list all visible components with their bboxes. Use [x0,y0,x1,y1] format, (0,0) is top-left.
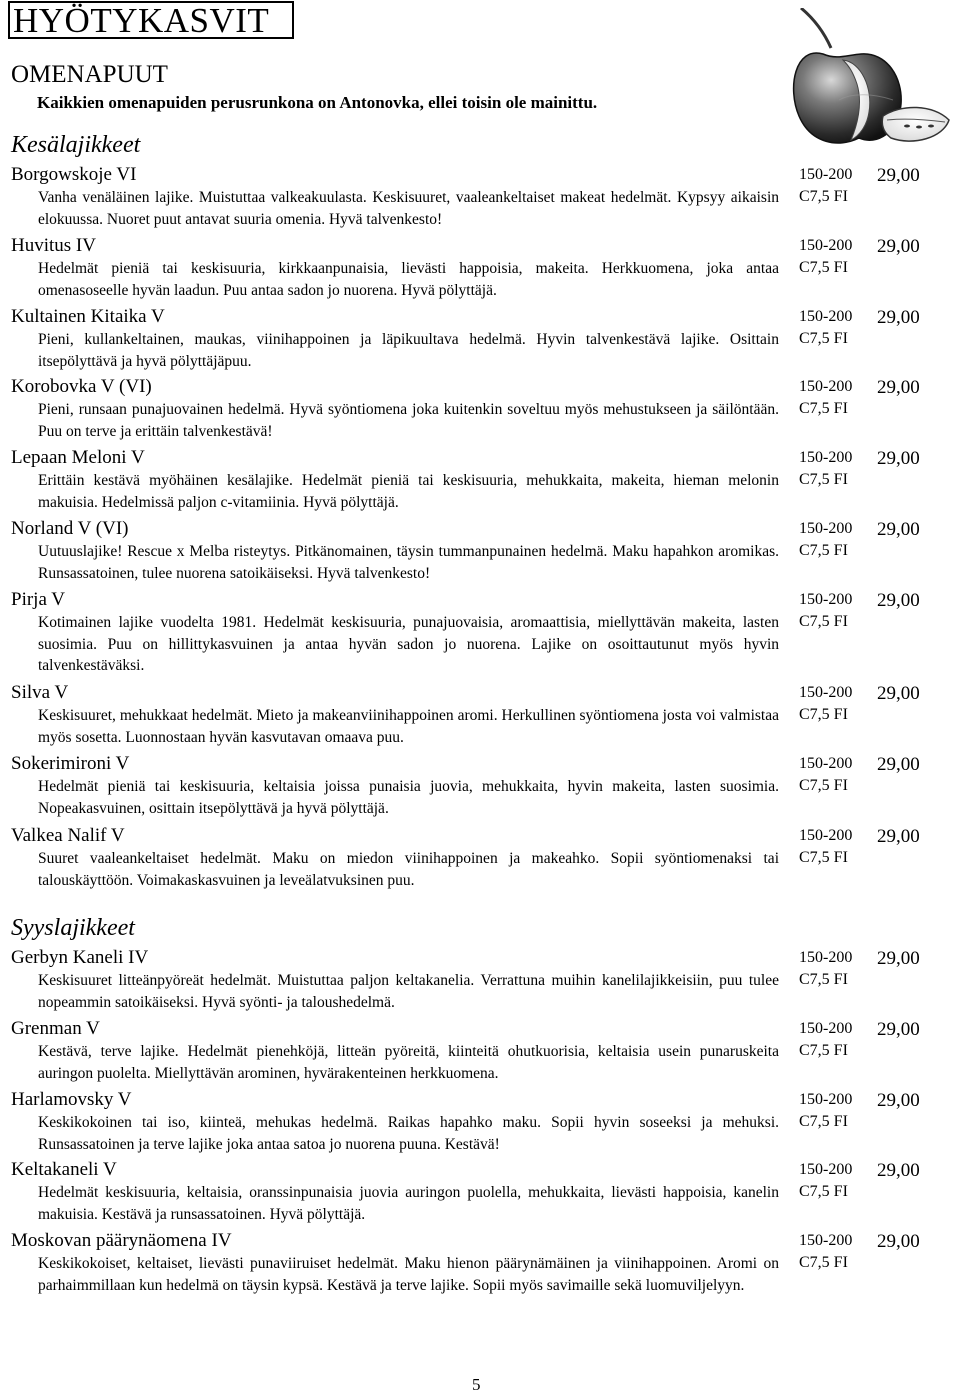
variety-size: 150-200 [799,591,853,608]
variety-class: C7,5 FI [799,1113,848,1130]
variety-name: Gerbyn Kaneli IV [11,947,149,968]
variety-size: 150-200 [799,449,853,466]
variety-price: 29,00 [877,1160,920,1181]
variety-name: Norland V (VI) [11,518,129,539]
variety-class: C7,5 FI [799,259,848,276]
variety-class: C7,5 FI [799,1183,848,1200]
variety-size: 150-200 [799,237,853,254]
variety-name: Pirja V [11,589,66,610]
variety-class: C7,5 FI [799,706,848,723]
variety-size: 150-200 [799,684,853,701]
variety-description: Hedelmät keskisuuria, keltaisia, oranssinpunaisia juovia auringon puolella, mehukkaita, lievästi happoisia, kanelin makuisia. Kestävä ja runsassatoinen. Hyvä pölyttäjä. [38,1184,779,1223]
variety-price: 29,00 [877,948,920,969]
variety-price: 29,00 [877,519,920,540]
variety-description: Hedelmät pieniä tai keskisuuria, kirkkaanpunaisia, lievästi happoisia, makeita. Herkkuomena, joka antaa omenasoseelle hyvän laadun. Puu antaa sadon jo nuorena. Hyvä pölyttäjä. [38,260,779,299]
variety-class: C7,5 FI [799,849,848,866]
variety-size: 150-200 [799,378,853,395]
variety-name: Moskovan päärynäomena IV [11,1230,232,1251]
variety-class: C7,5 FI [799,188,848,205]
apple-illustration [783,8,951,150]
variety-size: 150-200 [799,520,853,537]
page-title: HYÖTYKASVIT [8,1,294,39]
variety-name: Kultainen Kitaika V [11,306,165,327]
variety-price: 29,00 [877,307,920,328]
variety-class: C7,5 FI [799,400,848,417]
variety-size: 150-200 [799,1091,853,1108]
variety-price: 29,00 [877,165,920,186]
variety-class: C7,5 FI [799,1042,848,1059]
variety-description: Pieni, kullankeltainen, maukas, viinihappoinen ja läpikuultava hedelmä. Hyvin talvenkestävä lajike. Osittain itsepölyttävä ja hyvä pölyttäjäpuu. [38,331,779,370]
variety-size: 150-200 [799,755,853,772]
variety-price: 29,00 [877,590,920,611]
variety-description: Vanha venäläinen lajike. Muistuttaa valkeakuulasta. Keskisuuret, vaaleankeltaiset makeat hedelmät. Kypsyy aikaisin elokuussa. Nuoret puut antavat suuria omenia. Hyvä talvenkesto! [38,189,779,228]
variety-name: Huvitus IV [11,235,96,256]
variety-class: C7,5 FI [799,613,848,630]
variety-name: Sokerimironi V [11,753,130,774]
variety-name: Grenman V [11,1018,100,1039]
variety-price: 29,00 [877,448,920,469]
variety-price: 29,00 [877,683,920,704]
section-title-autumn: Syyslajikkeet [11,915,135,941]
variety-description: Uutuuslajike! Rescue x Melba risteytys. Pitkänomainen, täysin tummanpunainen hedelmä. Maku hapahkon aromikas. Runsassatoinen, tulee nuorena satoikäiseksi. Hyvä talvenkesto! [38,543,779,582]
variety-description: Suuret vaaleankeltaiset hedelmät. Maku on miedon viinihappoinen ja makeahko. Sopii syöntiomenaksi tai talouskäyttöön. Voimakaskasvuinen ja leveälatvuksinen puu. [38,850,779,889]
variety-description: Erittäin kestävä myöhäinen kesälajike. Hedelmät pieniä tai keskisuuria, mehukkaita, makeita, hieman melonin makuisia. Hedelmissä paljon c-vitamiinia. Hyvä pölyttäjä. [38,472,779,511]
variety-description: Kotimainen lajike vuodelta 1981. Hedelmät keskisuuria, punajuovaisia, aromaattisia, miellyttävän makeita, lasten suosimia. Puu on hillittykasvuinen ja antaa hyvän sadon jo nuorena. Lajike on osoittautunut myös hyvin talvenkestäväksi. [38,614,779,674]
page-number: 5 [472,1375,481,1394]
variety-description: Keskikokoinen tai iso, kiinteä, mehukas hedelmä. Raikas hapahko maku. Sopii hyvin soseeksi ja mehuksi. Runsassatoinen ja terve lajike joka antaa satoa jo nuorena puuna. Kestävä! [38,1114,779,1153]
variety-description: Kestävä, terve lajike. Hedelmät pienehköjä, litteän pyöreitä, kiinteitä ohutkuorisia, keltaisia usein punaruskeita auringon puolelta. Miellyttävän arominen, hyvärakenteinen herkkuomena. [38,1043,779,1082]
variety-name: Harlamovsky V [11,1089,132,1110]
variety-size: 150-200 [799,1020,853,1037]
variety-size: 150-200 [799,949,853,966]
variety-price: 29,00 [877,1019,920,1040]
variety-class: C7,5 FI [799,777,848,794]
section-title-summer: Kesälajikkeet [11,132,141,158]
variety-size: 150-200 [799,1161,853,1178]
variety-class: C7,5 FI [799,471,848,488]
variety-price: 29,00 [877,1231,920,1252]
variety-class: C7,5 FI [799,330,848,347]
variety-class: C7,5 FI [799,542,848,559]
variety-price: 29,00 [877,377,920,398]
variety-name: Borgowskoje VI [11,164,137,185]
variety-price: 29,00 [877,1090,920,1111]
variety-size: 150-200 [799,827,853,844]
variety-name: Lepaan Meloni V [11,447,145,468]
variety-name: Valkea Nalif V [11,825,125,846]
variety-name: Keltakaneli V [11,1159,117,1180]
intro-text: Kaikkien omenapuiden perusrunkona on Antonovka, ellei toisin ole mainittu. [37,93,598,112]
variety-size: 150-200 [799,166,853,183]
variety-size: 150-200 [799,308,853,325]
variety-description: Pieni, runsaan punajuovainen hedelmä. Hyvä syöntiomena joka kuitenkin soveltuu myös mehustukseen ja säilöntään. Puu on terve ja erittäin talvenkestävä! [38,401,779,440]
variety-price: 29,00 [877,236,920,257]
variety-class: C7,5 FI [799,971,848,988]
variety-description: Keskikokoiset, keltaiset, lievästi punaviiruiset hedelmät. Maku hienon päärynämäinen ja viinihappoinen. Aromi on parhaimmillaan kun hedelmä on täysin kypsä. Kestävä ja terve lajike. Sopii myös savimaille sekä luomuviljelyyn. [38,1255,779,1294]
variety-price: 29,00 [877,826,920,847]
variety-description: Keskisuuret litteänpyöreät hedelmät. Muistuttaa paljon keltakanelia. Verrattuna muihin kanelilajikkeisiin, puu tulee nopeammin satoikäiseksi. Hyvä syönti- ja taloushedelmä. [38,972,779,1011]
variety-description: Keskisuuret, mehukkaat hedelmät. Mieto ja makeanviinihappoinen aromi. Herkullinen syöntiomena josta voi valmistaa myös sosetta. Luonnostaan hyvän kasvutavan omaava puu. [38,707,779,746]
section-heading-omenapuut: OMENAPUUT [11,61,168,88]
variety-size: 150-200 [799,1232,853,1249]
variety-price: 29,00 [877,754,920,775]
variety-class: C7,5 FI [799,1254,848,1271]
variety-description: Hedelmät pieniä tai keskisuuria, keltaisia joissa punaisia juovia, mehukkaita, hyvin makeita, lasten suosimia. Nopeakasvuinen, osittain itsepölyttävä ja hyvä pölyttäjä. [38,778,779,817]
variety-name: Silva V [11,682,69,703]
variety-name: Korobovka V (VI) [11,376,152,397]
